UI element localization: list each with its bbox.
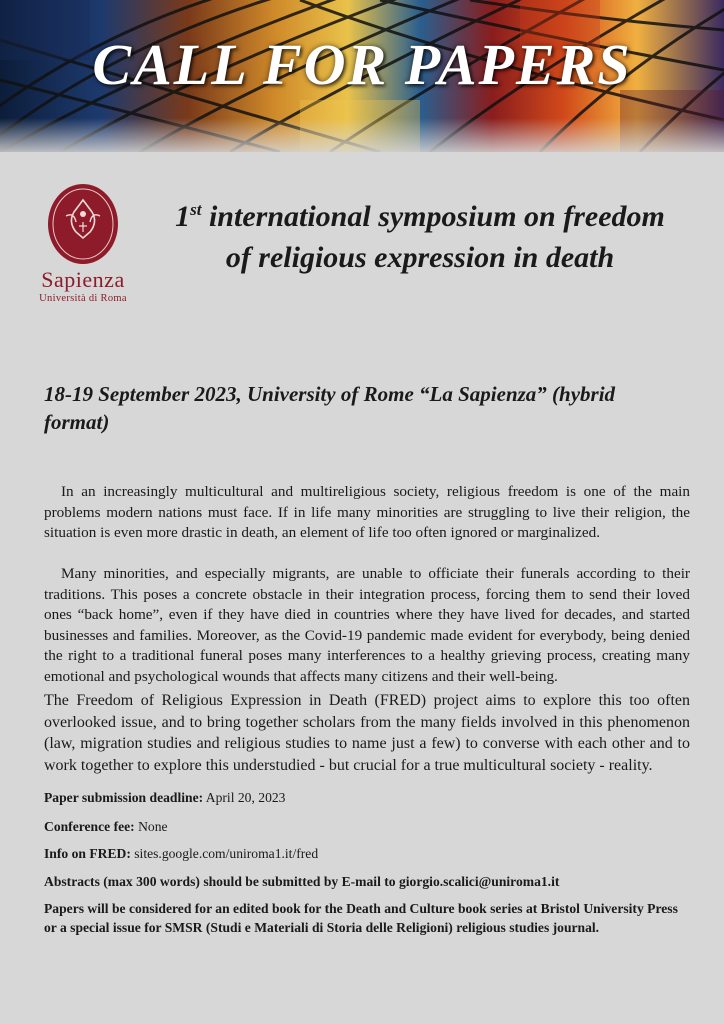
deadline-value: April 20, 2023 — [203, 790, 286, 805]
publication-note: Papers will be considered for an edited book for the Death and Culture book series at Bristol University Press or a special issue for SMSR (Studi e Materiali di Storia delle Religioni) religious studies journal. — [44, 901, 678, 935]
fred-info-label: Info on FRED: — [44, 846, 131, 861]
fee-line — [44, 818, 690, 836]
university-subtitle: Università di Roma — [39, 293, 127, 304]
deadline-line — [44, 789, 690, 807]
deadline-label: Paper submission deadline: — [44, 790, 204, 805]
fee-label: Conference fee: — [44, 819, 135, 834]
fee-value: None — [134, 819, 168, 834]
paragraph-migrants: Many minorities, and especially migrants, are unable to officiate their funerals according to their traditions. This poses a concrete obstacle in their integration process, forcing them to send their loved ones “back home”, even if they have died in countries where they have lived for decades, and started businesses and families. Moreover, as the Covid-19 pandemic made evident for everybody, being denied the right to a traditional funeral poses many interferences to a healthy grieving process, creating many emotional and psychological wounds that affects many citizens and their well-being. — [44, 565, 690, 685]
stained-glass-banner — [0, 0, 724, 152]
university-seal-icon — [46, 182, 120, 266]
symposium-title — [160, 196, 680, 278]
sapienza-logo — [28, 182, 138, 312]
paragraph-intro: In an increasingly multicultural and multireligious society, religious freedom is one of the main problems modern nations must face. If in life many minorities are struggling to live their religion, the situation is even more drastic in death, an element of life too often ignored or marginalized. — [44, 483, 690, 541]
ordinal-number: 1 — [175, 200, 191, 233]
ordinal-suffix: st — [190, 200, 202, 219]
abstracts-instructions: Abstracts (max 300 words) should be submitted by E-mail to giorgio.scalici@uniroma1.it — [44, 874, 560, 889]
banner-title: CALL FOR PAPERS — [92, 32, 632, 97]
title-rest: international symposium on freedom of religious expression in death — [201, 200, 665, 274]
fred-info-line — [44, 845, 690, 863]
paragraph-fred-project: The Freedom of Religious Expression in Death (FRED) project aims to explore this too often overlooked issue, and to bring together scholars from the many fields involved in this phenomenon (law, migration studies and religious studies to name just a few) to converse with each other and to work together to explore this understudied - but crucial for a true multicultural society - reality. — [44, 692, 690, 774]
university-name: Sapienza — [41, 267, 125, 292]
event-date-location: 18-19 September 2023, University of Rome “La Sapienza” (hybrid format) — [44, 382, 616, 434]
fred-info-link[interactable]: sites.google.com/uniroma1.it/fred — [130, 846, 319, 861]
